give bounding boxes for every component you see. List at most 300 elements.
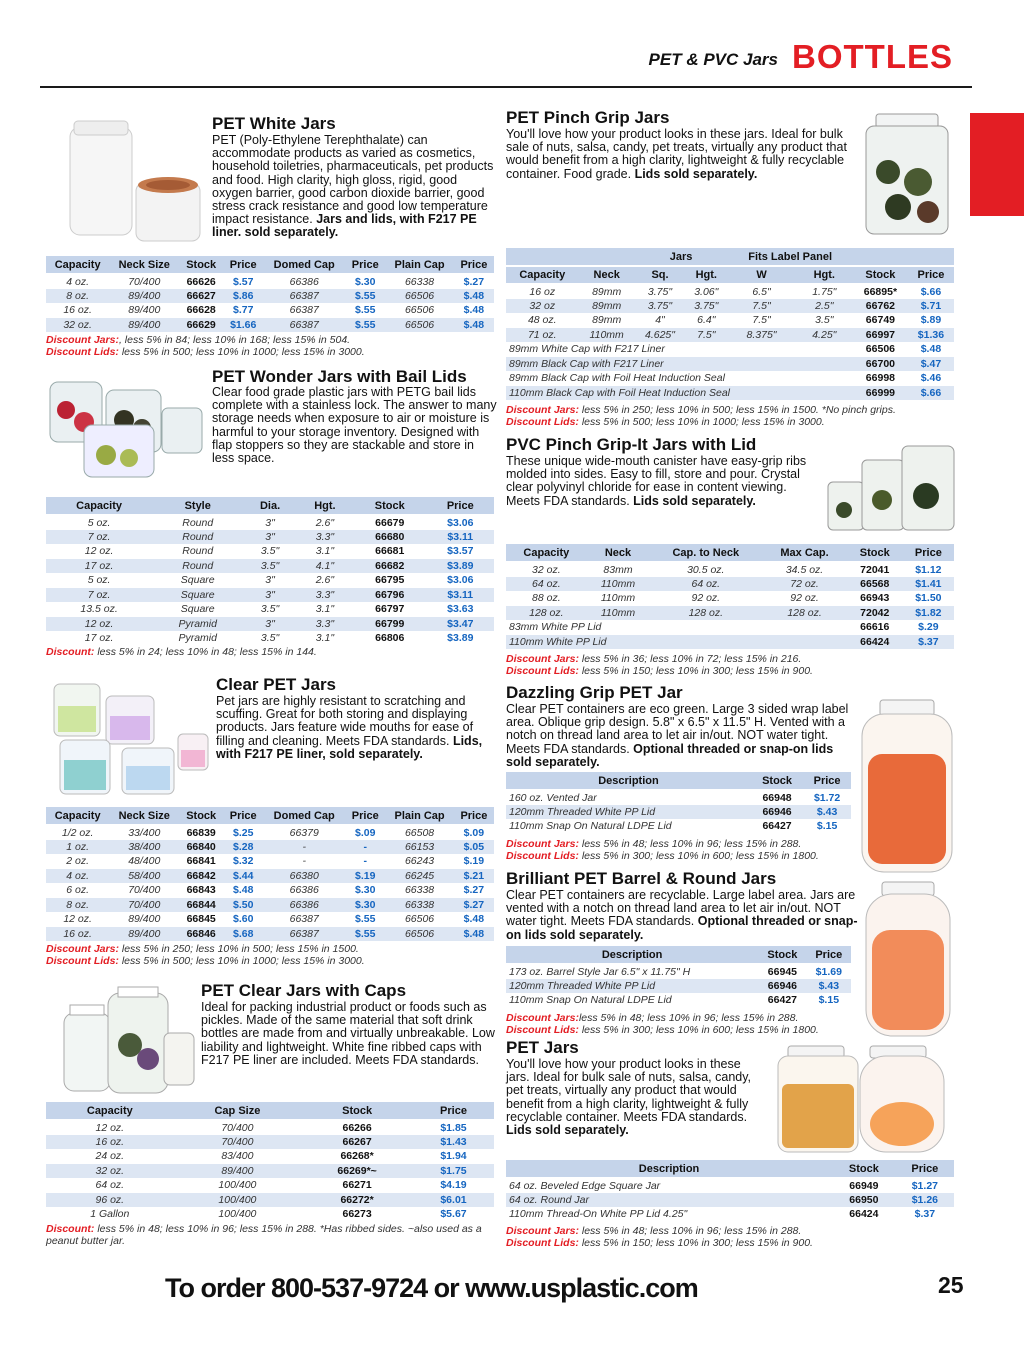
table-cell: 66427 bbox=[762, 820, 792, 833]
table-cell: 66273 bbox=[342, 1208, 372, 1221]
table-row bbox=[46, 530, 494, 545]
column-header: Sq. bbox=[635, 266, 685, 284]
table-cell: 64 oz. Round Jar bbox=[506, 1193, 832, 1208]
table-cell: Pyramid bbox=[178, 632, 217, 645]
table-row bbox=[506, 299, 954, 314]
table-cell: $.55 bbox=[355, 304, 376, 317]
table-cell: $1.72 bbox=[813, 791, 841, 804]
table-cell: 66271 bbox=[342, 1179, 372, 1192]
table-cell: 3.5" bbox=[260, 603, 280, 616]
table-row bbox=[46, 1178, 494, 1193]
table-cell: 66628 bbox=[186, 304, 216, 317]
header-rule bbox=[40, 86, 972, 88]
table-row bbox=[46, 840, 494, 855]
table-cell: $4.19 bbox=[440, 1179, 467, 1192]
brilliant-jars-title: Brilliant PET Barrel & Round Jars bbox=[506, 869, 777, 888]
table-cell: 12 oz. bbox=[95, 1121, 125, 1134]
table-cell: $1.85 bbox=[440, 1121, 467, 1134]
table-cell: $1.36 bbox=[908, 328, 954, 343]
table-row bbox=[46, 927, 494, 942]
table-cell: $1.43 bbox=[413, 1135, 494, 1150]
table-cell: 13.5 oz. bbox=[80, 603, 118, 616]
table-row bbox=[46, 515, 494, 530]
header-row bbox=[46, 497, 494, 515]
column-header: Capacity bbox=[506, 266, 579, 284]
table-cell: 128 oz. bbox=[762, 606, 846, 621]
table-cell: 38/400 bbox=[109, 840, 179, 855]
table-cell: $.25 bbox=[232, 826, 254, 839]
column-header: Price bbox=[454, 807, 494, 825]
table-cell: 48 oz. bbox=[527, 314, 557, 327]
column-header: Dia. bbox=[243, 497, 297, 515]
table-cell: $.50 bbox=[223, 898, 263, 913]
clear-jars-caps-title: PET Clear Jars with Caps bbox=[201, 981, 407, 1000]
pinch-grip-description: You'll love how your product looks in these jars. Ideal for bulk sale of nuts, salsa, candy, pet treats, virtually any product that would benefit from a high clarity, lightweight & fully recyclable container. Food grade. Lids sold separately. bbox=[506, 127, 847, 181]
pet-jars-title: PET Jars bbox=[506, 1038, 579, 1057]
column-header: W bbox=[727, 266, 795, 284]
table-cell: 66386 bbox=[289, 275, 319, 288]
table-cell: $.48 bbox=[232, 884, 254, 897]
table-cell: 3.1" bbox=[315, 603, 335, 616]
table-cell: 48/400 bbox=[128, 855, 161, 868]
table-cell: 3.75" bbox=[685, 299, 727, 314]
table-cell: 6.5" bbox=[752, 285, 771, 298]
table-cell: 3.3" bbox=[297, 617, 353, 632]
table-cell: $.30 bbox=[355, 884, 376, 897]
table-cell: Pyramid bbox=[152, 617, 243, 632]
clear-jars-caps-discount: Discount: less 5% in 48; less 10% in 96; less 15% in 288. *Has ribbed sides. ~also used as a peanut butter jar. bbox=[46, 1223, 482, 1247]
pet-white-jars-discount: Discount Jars:, less 5% in 84; less 10% in 168; less 15% in 504. Discount Lids: less 5% in 500; less 10% in 1000; less 15% in 3000. bbox=[46, 334, 365, 358]
table-cell: 3" bbox=[265, 516, 275, 529]
table-cell: $1.12 bbox=[915, 563, 942, 576]
table-row bbox=[46, 1149, 494, 1164]
table-cell: 89/400 bbox=[109, 289, 179, 304]
pet-white-jars-table bbox=[46, 256, 494, 332]
table-row bbox=[46, 631, 494, 646]
group-header-row bbox=[506, 248, 954, 266]
table-row bbox=[506, 328, 954, 343]
table-cell: 66840 bbox=[179, 840, 223, 855]
table-cell: 96 oz. bbox=[46, 1193, 174, 1208]
table-cell: 64 oz. bbox=[95, 1179, 125, 1192]
header-row bbox=[46, 807, 494, 825]
table-cell: 110mm Thread-On White PP Lid 4.25" bbox=[509, 1208, 688, 1221]
table-cell: 66797 bbox=[375, 603, 405, 616]
pet-white-jars-image bbox=[60, 115, 208, 250]
table-cell: 3.5" bbox=[243, 559, 297, 574]
clear-jars-caps-description: Ideal for packing industrial product or foods such as pickles. Made of the same material that soft drink bottles are made from and virtually unbreakable. Low liability and lightweight. White fine ribbed caps with F217 PE liner are included. Meets FDA standards. bbox=[201, 1000, 495, 1067]
column-header bbox=[506, 248, 635, 266]
table-cell: 64 oz. bbox=[506, 577, 587, 592]
table-cell: 66153 bbox=[385, 840, 453, 855]
column-header: Price bbox=[908, 266, 954, 284]
table-cell: Round bbox=[182, 516, 214, 529]
pet-jars-description: You'll love how your product looks in these jars. Ideal for bulk sale of nuts, salsa, candy, pet treats, virtually any product that would benefit from a high clarity, lightweight & fully recyclable container. Meets FDA standards. Lids sold separately. bbox=[506, 1057, 752, 1138]
table-row bbox=[46, 588, 494, 603]
column-header: Capacity bbox=[46, 1102, 174, 1120]
table-cell: $1.66 bbox=[223, 318, 263, 333]
table-cell: $.89 bbox=[920, 314, 942, 327]
table-cell: 66844 bbox=[179, 898, 223, 913]
column-header: Capacity bbox=[46, 256, 109, 274]
table-cell: 66846 bbox=[179, 927, 223, 942]
table-cell: $3.63 bbox=[447, 603, 474, 616]
table-cell: 110mm Snap On Natural LDPE Lid bbox=[509, 820, 672, 833]
table-cell: 89mm Black Cap with F217 Liner bbox=[506, 357, 853, 372]
table-cell: 3" bbox=[243, 617, 297, 632]
wonder-jars-description: Clear food grade plastic jars with PETG bail lids complete with a stainless lock. The answer to many storage needs when exposure to air or moisture is harmful to your storage inventory. Designed with flap stoppers so they are stackable and store in less space. bbox=[212, 385, 497, 466]
table-cell: 100/400 bbox=[174, 1193, 302, 1208]
table-cell: $.21 bbox=[454, 869, 494, 884]
column-header: Stock bbox=[832, 1160, 896, 1178]
table-row bbox=[46, 544, 494, 559]
table-cell: 92 oz. bbox=[790, 592, 819, 605]
table-row bbox=[506, 805, 851, 820]
table-cell: 110mm bbox=[587, 606, 650, 621]
table-cell: $1.41 bbox=[903, 577, 954, 592]
table-cell: 66380 bbox=[263, 869, 345, 884]
column-header: Stock bbox=[853, 266, 908, 284]
table-cell: 66626 bbox=[186, 275, 216, 288]
table-row bbox=[46, 825, 494, 840]
clear-jars-caps-table bbox=[46, 1102, 494, 1222]
table-cell: 66629 bbox=[179, 318, 223, 333]
table-cell: 66950 bbox=[832, 1193, 896, 1208]
table-cell: $1.69 bbox=[815, 965, 842, 978]
table-cell: 66616 bbox=[860, 621, 890, 634]
table-cell: 66627 bbox=[179, 289, 223, 304]
table-cell: 66943 bbox=[860, 592, 890, 605]
brilliant-jars-image bbox=[862, 880, 954, 1040]
table-cell: $.55 bbox=[345, 927, 385, 942]
table-cell: 128 oz. bbox=[649, 606, 762, 621]
table-cell: $.29 bbox=[918, 621, 939, 634]
table-cell: 160 oz. Vented Jar bbox=[509, 791, 597, 804]
table-cell: 4" bbox=[655, 314, 665, 327]
table-cell: 17 oz. bbox=[46, 559, 152, 574]
column-header: Stock bbox=[751, 772, 803, 790]
table-cell: 66267 bbox=[301, 1135, 413, 1150]
table-cell: 89/400 bbox=[109, 318, 179, 333]
table-cell: 70/400 bbox=[128, 275, 161, 288]
column-header: Domed Cap bbox=[263, 807, 345, 825]
pvc-jars-discount: Discount Jars: less 5% in 36; less 10% in 72; less 15% in 216. Discount Lids: less 5% in 150; less 10% in 300; less 15% in 900. bbox=[506, 653, 813, 677]
table-row bbox=[46, 883, 494, 898]
table-cell: 89mm White Cap with F217 Liner bbox=[509, 343, 665, 356]
column-header: Neck bbox=[579, 266, 635, 284]
table-row bbox=[46, 303, 494, 318]
table-cell: $.55 bbox=[355, 913, 376, 926]
table-cell: 72 oz. bbox=[762, 577, 846, 592]
table-row bbox=[506, 790, 851, 805]
table-cell: 88 oz. bbox=[532, 592, 561, 605]
table-cell: 66386 bbox=[289, 884, 319, 897]
pinch-grip-image bbox=[858, 112, 956, 240]
table-cell: 3.5" bbox=[260, 545, 280, 558]
pinch-grip-title: PET Pinch Grip Jars bbox=[506, 108, 670, 127]
column-header: Jars bbox=[635, 248, 728, 266]
table-cell: 3.06" bbox=[694, 285, 719, 298]
table-cell: $3.06 bbox=[447, 516, 474, 529]
table-cell: $.55 bbox=[345, 289, 385, 304]
table-cell: 66749 bbox=[865, 314, 895, 327]
table-cell: 8 oz. bbox=[46, 898, 109, 913]
header-row bbox=[506, 772, 851, 790]
pet-jars-table bbox=[506, 1160, 954, 1222]
table-row bbox=[506, 591, 954, 606]
dazzling-grip-table bbox=[506, 772, 851, 834]
table-cell: $1.82 bbox=[903, 606, 954, 621]
table-cell: 8 oz. bbox=[46, 289, 109, 304]
table-cell: 30.5 oz. bbox=[687, 563, 725, 576]
table-cell: 66506 bbox=[404, 913, 435, 926]
table-cell: 120mm Threaded White PP Lid bbox=[506, 979, 758, 994]
column-header: Price bbox=[345, 256, 385, 274]
table-cell: Square bbox=[180, 574, 215, 587]
table-cell: $.60 bbox=[232, 913, 254, 926]
table-cell: 16 oz. bbox=[46, 927, 109, 942]
table-cell: $.27 bbox=[463, 884, 485, 897]
header-row bbox=[506, 266, 954, 284]
pet-white-jars-title: PET White Jars bbox=[212, 114, 336, 133]
table-row bbox=[46, 854, 494, 869]
table-cell: 66895* bbox=[863, 285, 898, 298]
table-cell: $.48 bbox=[920, 343, 942, 356]
table-cell: $.77 bbox=[232, 304, 254, 317]
column-header: Price bbox=[803, 772, 851, 790]
table-cell: $.68 bbox=[223, 927, 263, 942]
table-cell: 110mm bbox=[600, 592, 636, 605]
table-cell: 3.3" bbox=[297, 530, 353, 545]
dazzling-grip-description: Clear PET containers are eco green. Large 3 sided wrap label area. Oblique grip design. 5.8" x 6.5" x 11.5" H. Vented with a notch on thread land area to let air in/out. NOT water tight. Meets FDA standards. Optional threaded or snap-on lids sold separately. bbox=[506, 702, 849, 769]
table-cell: 3.1" bbox=[315, 632, 335, 645]
column-header: Cap. to Neck bbox=[649, 544, 762, 562]
table-cell: 5 oz. bbox=[87, 516, 111, 529]
table-cell: 66568 bbox=[847, 577, 903, 592]
clear-jars-caps-image bbox=[60, 985, 200, 1097]
table-cell: 7.5" bbox=[727, 299, 795, 314]
table-cell: $.09 bbox=[463, 826, 485, 839]
clear-pet-jars-description: Pet jars are highly resistant to scratching and scuffing. Great for both storing and displaying products. Jars feature wide mouths for ease of filling and cleaning. Meets FDA standards. Lids, with F217 PE liner, sold separately. bbox=[216, 694, 483, 761]
table-row bbox=[46, 573, 494, 588]
column-header: Stock bbox=[179, 807, 223, 825]
table-row bbox=[46, 1120, 494, 1135]
table-cell: Square bbox=[180, 603, 215, 616]
table-cell: $1.94 bbox=[440, 1150, 467, 1163]
column-header: Description bbox=[506, 1160, 832, 1178]
table-cell: 66700 bbox=[853, 357, 908, 372]
table-cell: $1.75 bbox=[413, 1164, 494, 1179]
table-cell: 66796 bbox=[353, 588, 427, 603]
table-cell: 12 oz. bbox=[46, 617, 152, 632]
column-header: Price bbox=[223, 807, 263, 825]
table-cell: 33/400 bbox=[128, 826, 161, 839]
table-cell: 110mm Black Cap with Foil Heat Induction Seal bbox=[506, 386, 853, 401]
section-tab bbox=[970, 113, 1024, 216]
table-cell: $.30 bbox=[345, 898, 385, 913]
table-cell: 72041 bbox=[860, 563, 890, 576]
table-cell: 4 oz. bbox=[66, 275, 90, 288]
table-cell: 7.5" bbox=[685, 328, 727, 343]
table-cell: 70/400 bbox=[109, 898, 179, 913]
column-header: Neck bbox=[587, 544, 650, 562]
table-cell: $.48 bbox=[463, 913, 485, 926]
clear-pet-jars-title: Clear PET Jars bbox=[216, 675, 337, 694]
column-header: Price bbox=[427, 497, 494, 515]
table-cell: 66799 bbox=[353, 617, 427, 632]
table-cell: 66386 bbox=[263, 898, 345, 913]
lid-row bbox=[506, 357, 954, 372]
table-cell: $.43 bbox=[807, 979, 851, 994]
table-cell: 12 oz. bbox=[63, 913, 92, 926]
table-row bbox=[46, 617, 494, 632]
table-cell: 6 oz. bbox=[66, 884, 90, 897]
table-cell: $1.50 bbox=[915, 592, 942, 605]
table-row bbox=[46, 559, 494, 574]
table-cell: $.37 bbox=[914, 1208, 936, 1221]
clear-pet-jars-discount: Discount Jars: less 5% in 250; less 10% in 500; less 15% in 1500. Discount Lids: less 5% in 500; less 10% in 1000; less 15% in 3000. bbox=[46, 943, 365, 967]
table-cell: 89mm bbox=[592, 285, 622, 298]
table-cell: 66681 bbox=[375, 545, 405, 558]
table-cell: $.48 bbox=[463, 304, 485, 317]
table-cell: 2.5" bbox=[796, 299, 853, 314]
pvc-jars-title: PVC Pinch Grip-It Jars with Lid bbox=[506, 435, 757, 454]
table-cell: $3.89 bbox=[427, 559, 494, 574]
table-cell: 3" bbox=[265, 574, 275, 587]
table-cell: 32 oz. bbox=[46, 1164, 174, 1179]
table-row bbox=[506, 577, 954, 592]
table-cell: 8.375" bbox=[727, 328, 795, 343]
table-row bbox=[46, 912, 494, 927]
table-cell: 3.5" bbox=[260, 632, 280, 645]
header-row bbox=[46, 256, 494, 274]
wonder-jars-table bbox=[46, 497, 494, 646]
pet-jars-image bbox=[774, 1044, 956, 1156]
table-cell: 66680 bbox=[353, 530, 427, 545]
table-row bbox=[46, 318, 494, 333]
table-cell: 3.3" bbox=[297, 588, 353, 603]
table-cell: $5.67 bbox=[440, 1208, 467, 1221]
table-cell: 110mm bbox=[587, 577, 650, 592]
table-cell: 3.1" bbox=[315, 545, 335, 558]
table-cell: 72042 bbox=[847, 606, 903, 621]
column-header: Capacity bbox=[506, 544, 587, 562]
table-cell: Round bbox=[152, 559, 243, 574]
table-cell: 66948 bbox=[762, 791, 792, 804]
table-cell: 64 oz. Beveled Edge Square Jar bbox=[509, 1179, 661, 1192]
table-cell: 64 oz. bbox=[649, 577, 762, 592]
table-cell: Round bbox=[182, 545, 214, 558]
column-header: Domed Cap bbox=[263, 256, 345, 274]
table-cell: 16 oz. bbox=[46, 1135, 174, 1150]
brilliant-jars-description: Clear PET containers are recyclable. Large label area. Jars are vented with a notch on thread land area to let air in/out. NOT water tight. Meets FDA standards. Optional threaded or snap-on lids sold separately. bbox=[506, 888, 858, 942]
table-cell: Square bbox=[152, 588, 243, 603]
column-header: Stock bbox=[758, 946, 806, 964]
column-header: Hgt. bbox=[685, 266, 727, 284]
table-cell: 66338 bbox=[385, 898, 453, 913]
table-row bbox=[46, 1193, 494, 1208]
table-cell: $3.11 bbox=[427, 530, 494, 545]
table-cell: $1.26 bbox=[896, 1193, 954, 1208]
table-row bbox=[506, 979, 851, 994]
column-header: Cap Size bbox=[174, 1102, 302, 1120]
column-header: Price bbox=[807, 946, 851, 964]
wonder-jars-image bbox=[44, 370, 209, 480]
dazzling-grip-title: Dazzling Grip PET Jar bbox=[506, 683, 683, 702]
table-cell: $3.11 bbox=[427, 588, 494, 603]
table-cell: 89/400 bbox=[109, 927, 179, 942]
table-cell: 66338 bbox=[404, 275, 435, 288]
column-header: Plain Cap bbox=[385, 807, 453, 825]
table-cell: 24 oz. bbox=[95, 1150, 125, 1163]
table-row bbox=[506, 1193, 954, 1208]
header-row bbox=[506, 946, 851, 964]
table-cell: 66243 bbox=[404, 855, 435, 868]
table-cell: 7.5" bbox=[752, 314, 771, 327]
table-cell: 110mm White PP Lid bbox=[506, 635, 847, 650]
table-cell: $.48 bbox=[454, 927, 494, 942]
table-cell: 7 oz. bbox=[46, 588, 152, 603]
table-cell: 120mm Threaded White PP Lid bbox=[506, 805, 751, 820]
table-row bbox=[506, 993, 851, 1008]
table-row bbox=[506, 313, 954, 328]
table-cell: $3.89 bbox=[447, 632, 474, 645]
table-cell: 12 oz. bbox=[84, 545, 114, 558]
table-cell: 2.6" bbox=[315, 516, 335, 529]
table-cell: 66506 bbox=[865, 343, 895, 356]
table-cell: 4.1" bbox=[297, 559, 353, 574]
table-cell: 1.75" bbox=[812, 285, 837, 298]
table-cell: 66379 bbox=[289, 826, 319, 839]
table-cell: $.44 bbox=[223, 869, 263, 884]
table-cell: $.27 bbox=[463, 275, 485, 288]
table-cell: 66945 bbox=[767, 965, 797, 978]
table-cell: $.19 bbox=[345, 869, 385, 884]
table-cell: 66506 bbox=[404, 304, 435, 317]
column-header: Price bbox=[345, 807, 385, 825]
column-header: Stock bbox=[847, 544, 903, 562]
table-row bbox=[506, 964, 851, 979]
table-cell: $.66 bbox=[908, 386, 954, 401]
table-row bbox=[506, 819, 851, 834]
column-header: Price bbox=[223, 256, 263, 274]
section-subtitle: PET & PVC Jars bbox=[648, 50, 778, 69]
table-cell: $.27 bbox=[454, 898, 494, 913]
table-cell: 3.75" bbox=[647, 285, 673, 298]
table-cell: 89/400 bbox=[174, 1164, 302, 1179]
table-cell: 58/400 bbox=[109, 869, 179, 884]
table-cell: 66506 bbox=[385, 927, 453, 942]
table-cell: 32 oz bbox=[506, 299, 579, 314]
column-header: Style bbox=[152, 497, 243, 515]
table-cell: $.15 bbox=[818, 994, 840, 1007]
table-cell: 66949 bbox=[849, 1179, 879, 1192]
lid-row bbox=[506, 342, 954, 357]
table-cell: 3" bbox=[243, 588, 297, 603]
pvc-jars-image bbox=[826, 440, 958, 535]
table-cell: 66338 bbox=[404, 884, 435, 897]
table-cell: 110mm bbox=[579, 328, 635, 343]
pinch-grip-discount: Discount Jars: less 5% in 250; less 10% in 500; less 15% in 1500. *No pinch grips. Discount Lids: less 5% in 500; less 10% in 1000; less 15% in 3000. bbox=[506, 404, 896, 428]
table-cell: $.43 bbox=[803, 805, 851, 820]
table-cell: 1 oz. bbox=[46, 840, 109, 855]
table-cell: $.86 bbox=[223, 289, 263, 304]
table-row bbox=[46, 869, 494, 884]
table-cell: 66266 bbox=[342, 1121, 372, 1134]
table-cell: 89/400 bbox=[128, 304, 161, 317]
column-header: Fits Label Panel bbox=[727, 248, 853, 266]
table-cell: 1/2 oz. bbox=[61, 826, 94, 839]
